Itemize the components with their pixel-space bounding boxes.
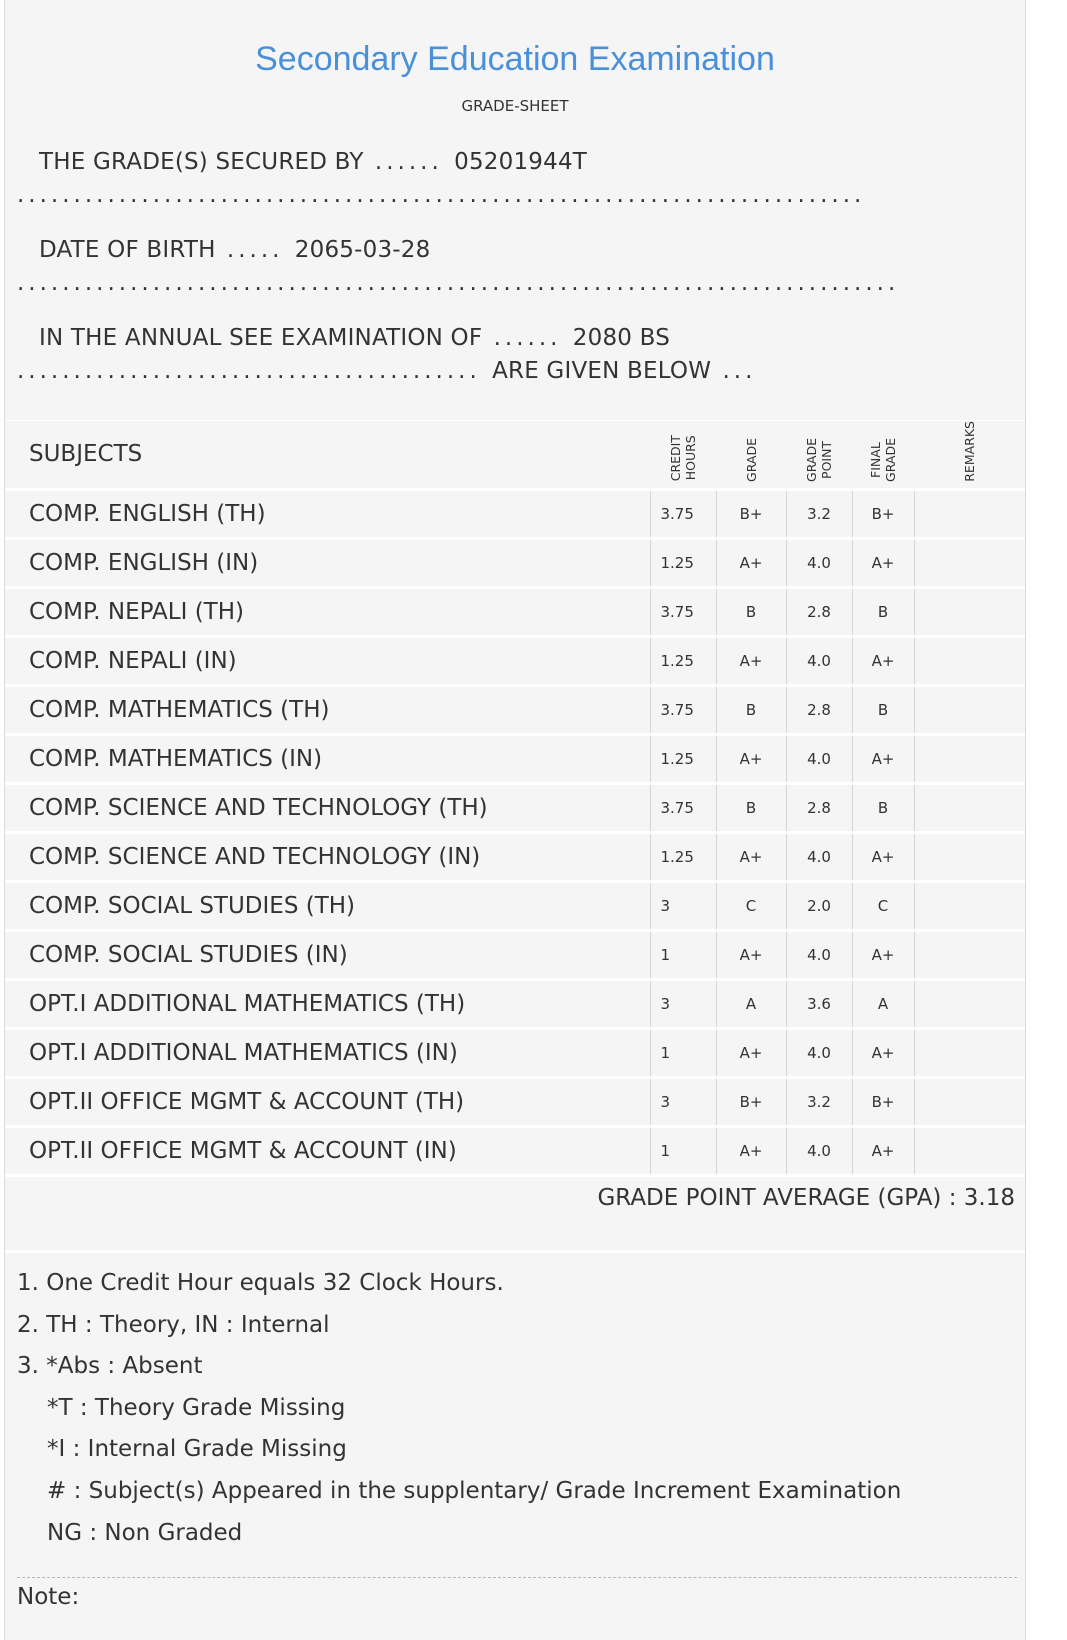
final-grade-cell: B+ [852, 1077, 914, 1126]
subject-cell: COMP. SCIENCE AND TECHNOLOGY (IN) [5, 832, 650, 881]
credit-hours-cell: 1 [650, 1028, 716, 1077]
grade-cell: A+ [716, 538, 786, 587]
table-row [5, 587, 1025, 636]
table-row [5, 1028, 1025, 1077]
section-divider [5, 1250, 1025, 1253]
grade-header: GRADE [716, 421, 786, 490]
exam-line: IN THE ANNUAL SEE EXAMINATION OF ...... 2080 BS ......................................... ARE GIVEN BELOW ... [17, 325, 757, 384]
final-grade-cell: A+ [852, 930, 914, 979]
final-grade-cell: A+ [852, 538, 914, 587]
gpa-label: GRADE POINT AVERAGE (GPA) : [597, 1185, 957, 1211]
table-row [5, 881, 1025, 930]
dob-label: DATE OF BIRTH [39, 237, 216, 263]
final-grade-header: FINAL GRADE [852, 421, 914, 490]
credit-hours-cell: 3 [650, 1077, 716, 1126]
credit-hours-header: CREDIT HOURS [650, 421, 716, 490]
grade-cell: A+ [716, 734, 786, 783]
subject-cell: COMP. NEPALI (IN) [5, 636, 650, 685]
table-row [5, 930, 1025, 979]
table-header-row [5, 421, 1025, 490]
grade-cell: A [716, 979, 786, 1028]
date-of-birth: 2065-03-28 [294, 237, 431, 263]
remarks-cell [914, 1077, 1025, 1126]
table-row [5, 979, 1025, 1028]
exam-year: 2080 BS [572, 325, 671, 351]
grade-cell: B [716, 783, 786, 832]
symbol-number: 05201944T [454, 149, 588, 175]
subject-cell: COMP. ENGLISH (IN) [5, 538, 650, 587]
grade-point-cell: 4.0 [786, 1028, 852, 1077]
grade-cell: A+ [716, 832, 786, 881]
subject-cell: OPT.II OFFICE MGMT & ACCOUNT (IN) [5, 1126, 650, 1175]
table-row [5, 1126, 1025, 1175]
remarks-cell [914, 783, 1025, 832]
dob-line: DATE OF BIRTH ..... 2065-03-28 .............................................................................. [17, 237, 900, 296]
final-grade-cell: B+ [852, 489, 914, 538]
note-item: NG : Non Graded [47, 1519, 243, 1546]
given-below-text: ARE GIVEN BELOW [492, 358, 712, 384]
grade-cell: A+ [716, 636, 786, 685]
subject-cell: COMP. NEPALI (TH) [5, 587, 650, 636]
grade-point-cell: 3.2 [786, 1077, 852, 1126]
credit-hours-cell: 1 [650, 1126, 716, 1175]
remarks-cell [914, 538, 1025, 587]
final-grade-cell: A+ [852, 734, 914, 783]
grade-sheet [4, 0, 1026, 1640]
grade-point-cell: 2.8 [786, 783, 852, 832]
grade-point-header: GRADE POINT [786, 421, 852, 490]
note-item: 1. One Credit Hour equals 32 Clock Hours. [17, 1270, 504, 1296]
secured-by-line: THE GRADE(S) SECURED BY ...... 05201944T ........................................................................... [17, 149, 866, 208]
grade-cell: B [716, 587, 786, 636]
grade-cell: A+ [716, 1028, 786, 1077]
final-grade-cell: B [852, 685, 914, 734]
final-grade-cell: A+ [852, 832, 914, 881]
grade-point-cell: 2.8 [786, 685, 852, 734]
grade-point-cell: 3.6 [786, 979, 852, 1028]
final-grade-cell: B [852, 587, 914, 636]
credit-hours-cell: 1.25 [650, 734, 716, 783]
grade-point-cell: 2.8 [786, 587, 852, 636]
grade-cell: A+ [716, 930, 786, 979]
credit-hours-cell: 3 [650, 979, 716, 1028]
grade-cell: B+ [716, 489, 786, 538]
note-item: # : Subject(s) Appeared in the supplentary/ Grade Increment Examination [47, 1477, 902, 1504]
table-row [5, 538, 1025, 587]
table-row [5, 489, 1025, 538]
subject-cell: OPT.I ADDITIONAL MATHEMATICS (TH) [5, 979, 650, 1028]
grades-table [5, 420, 1025, 1177]
subject-cell: COMP. MATHEMATICS (IN) [5, 734, 650, 783]
table-row [5, 734, 1025, 783]
note-item: *T : Theory Grade Missing [47, 1394, 346, 1421]
credit-hours-cell: 3 [650, 881, 716, 930]
subject-cell: OPT.II OFFICE MGMT & ACCOUNT (TH) [5, 1077, 650, 1126]
grade-point-cell: 4.0 [786, 930, 852, 979]
grade-cell: B [716, 685, 786, 734]
secured-by-label: THE GRADE(S) SECURED BY [39, 149, 364, 175]
table-row [5, 685, 1025, 734]
remarks-cell [914, 587, 1025, 636]
table-row [5, 832, 1025, 881]
subjects-header: SUBJECTS [5, 421, 650, 490]
notes-list [17, 1263, 901, 1554]
grade-point-cell: 2.0 [786, 881, 852, 930]
grade-point-cell: 4.0 [786, 636, 852, 685]
subject-cell: COMP. SOCIAL STUDIES (TH) [5, 881, 650, 930]
grade-point-cell: 4.0 [786, 1126, 852, 1175]
final-grade-cell: C [852, 881, 914, 930]
grade-cell: A+ [716, 1126, 786, 1175]
gpa-value: 3.18 [963, 1185, 1015, 1211]
remarks-cell [914, 979, 1025, 1028]
grade-point-cell: 4.0 [786, 734, 852, 783]
note-label: Note: [17, 1584, 80, 1610]
final-grade-cell: A [852, 979, 914, 1028]
credit-hours-cell: 3.75 [650, 587, 716, 636]
credit-hours-cell: 1.25 [650, 636, 716, 685]
table-row [5, 636, 1025, 685]
credit-hours-cell: 1.25 [650, 832, 716, 881]
grade-cell: B+ [716, 1077, 786, 1126]
remarks-cell [914, 489, 1025, 538]
remarks-cell [914, 734, 1025, 783]
remarks-cell [914, 832, 1025, 881]
grade-sheet-subtitle: GRADE-SHEET [461, 97, 569, 115]
remarks-cell [914, 881, 1025, 930]
table-row [5, 1077, 1025, 1126]
final-grade-cell: B [852, 783, 914, 832]
remarks-header: REMARKS [914, 421, 1025, 490]
remarks-cell [914, 636, 1025, 685]
final-grade-cell: A+ [852, 1028, 914, 1077]
table-row [5, 783, 1025, 832]
remarks-cell [914, 1126, 1025, 1175]
credit-hours-cell: 3.75 [650, 489, 716, 538]
dashed-divider [17, 1577, 1017, 1578]
grade-point-cell: 4.0 [786, 832, 852, 881]
credit-hours-cell: 3.75 [650, 685, 716, 734]
exam-label: IN THE ANNUAL SEE EXAMINATION OF [39, 325, 483, 351]
exam-title: Secondary Education Examination [255, 40, 775, 78]
remarks-cell [914, 685, 1025, 734]
subject-cell: COMP. SOCIAL STUDIES (IN) [5, 930, 650, 979]
credit-hours-cell: 1.25 [650, 538, 716, 587]
final-grade-cell: A+ [852, 636, 914, 685]
remarks-cell [914, 1028, 1025, 1077]
grade-point-cell: 3.2 [786, 489, 852, 538]
subject-cell: OPT.I ADDITIONAL MATHEMATICS (IN) [5, 1028, 650, 1077]
note-item: *I : Internal Grade Missing [47, 1436, 347, 1463]
note-item: 3. *Abs : Absent [17, 1353, 203, 1380]
grade-cell: C [716, 881, 786, 930]
credit-hours-cell: 3.75 [650, 783, 716, 832]
note-item: 2. TH : Theory, IN : Internal [17, 1311, 330, 1338]
remarks-cell [914, 930, 1025, 979]
subject-cell: COMP. MATHEMATICS (TH) [5, 685, 650, 734]
gpa-line [5, 1185, 1015, 1211]
subject-cell: COMP. ENGLISH (TH) [5, 489, 650, 538]
grade-point-cell: 4.0 [786, 538, 852, 587]
final-grade-cell: A+ [852, 1126, 914, 1175]
subject-cell: COMP. SCIENCE AND TECHNOLOGY (TH) [5, 783, 650, 832]
credit-hours-cell: 1 [650, 930, 716, 979]
